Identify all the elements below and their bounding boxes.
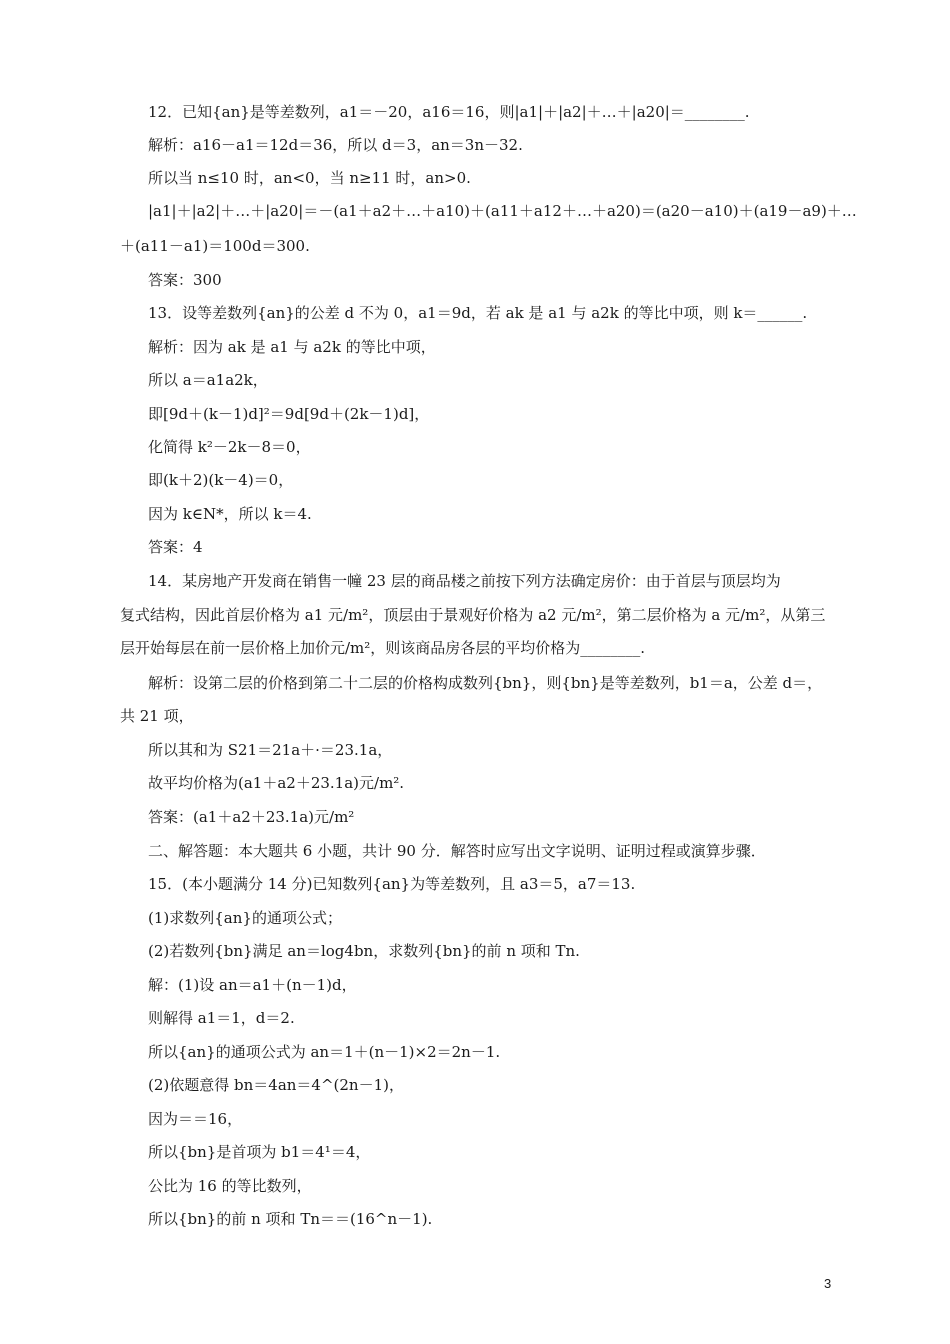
section-heading: 二、解答题：本大题共 6 小题，共计 90 分．解答时应写出文字说明、证明过程或演算步骤． <box>148 842 766 860</box>
solution-line: |a1|＋|a2|＋…＋|a20|＝－(a1＋a2＋…＋a10)＋(a11＋a12＋…＋a20)＝(a20－a10)＋(a19－a9)＋… <box>148 202 857 220</box>
solution-line: 即[9d＋(k－1)d]²＝9d[9d＋(2k－1)d]， <box>148 405 430 423</box>
solution-line: 因为＝＝16， <box>148 1110 243 1128</box>
problem-15-part1: (1)求数列{an}的通项公式； <box>148 909 342 927</box>
problem-13: 13．设等差数列{an}的公差 d 不为 0，a1＝9d，若 ak 是 a1 与 a2k 的等比中项，则 k＝______. <box>148 304 808 322</box>
problem-14: 14．某房地产开发商在销售一幢 23 层的商品楼之前按下列方法确定房价：由于首层与顶层均为 <box>148 572 781 590</box>
solution-line: 解析：设第二层的价格到第二十二层的价格构成数列{bn}，则{bn}是等差数列，b1＝a，公差 d＝， <box>148 674 823 692</box>
solution-line: ＋(a11－a1)＝100d＝300. <box>120 237 310 255</box>
page-number: 3 <box>824 1276 832 1291</box>
answer-line: 答案：4 <box>148 538 203 556</box>
problem-15-part2: (2)若数列{bn}满足 an＝log4bn，求数列{bn}的前 n 项和 Tn. <box>148 942 580 960</box>
problem-15: 15．(本小题满分 14 分)已知数列{an}为等差数列，且 a3＝5，a7＝13. <box>148 875 636 893</box>
solution-line: 故平均价格为(a1＋a2＋23.1a)元/m². <box>148 774 405 792</box>
problem-12: 12．已知{an}是等差数列，a1＝－20，a16＝16，则|a1|＋|a2|＋…＋|a20|＝________. <box>148 103 750 121</box>
solution-line: 所以{an}的通项公式为 an＝1＋(n－1)×2＝2n－1. <box>148 1043 501 1061</box>
problem-14-cont: 层开始每层在前一层价格上加价元/m²，则该商品房各层的平均价格为________. <box>120 639 646 657</box>
solution-line: 共 21 项， <box>120 707 194 725</box>
solution-line: 解：(1)设 an＝a1＋(n－1)d， <box>148 976 357 994</box>
solution-line: 则解得 a1＝1，d＝2. <box>148 1009 295 1027</box>
answer-line: 答案：300 <box>148 271 222 289</box>
solution-line: 所以当 n≤10 时，an<0，当 n≥11 时，an>0. <box>148 169 471 187</box>
solution-line: 解析：因为 ak 是 a1 与 a2k 的等比中项， <box>148 338 436 356</box>
solution-line: 因为 k∈N*，所以 k＝4. <box>148 505 312 523</box>
solution-line: (2)依题意得 bn＝4an＝4^(2n－1)， <box>148 1076 404 1094</box>
answer-line: 答案：(a1＋a2＋23.1a)元/m² <box>148 808 355 826</box>
problem-14-cont: 复式结构，因此首层价格为 a1 元/m²，顶层由于景观好价格为 a2 元/m²，第二层价格为 a 元/m²，从第三 <box>120 606 826 624</box>
solution-line: 所以其和为 S21＝21a＋·＝23.1a， <box>148 741 393 759</box>
solution-line: 解析：a16－a1＝12d＝36，所以 d＝3，an＝3n－32. <box>148 136 523 154</box>
solution-line: 所以{bn}的前 n 项和 Tn＝＝(16^n－1). <box>148 1210 433 1228</box>
solution-line: 化简得 k²－2k－8＝0， <box>148 438 311 456</box>
solution-line: 所以{bn}是首项为 b1＝4¹＝4， <box>148 1143 371 1161</box>
solution-line: 即(k＋2)(k－4)＝0， <box>148 471 294 489</box>
solution-line: 公比为 16 的等比数列， <box>148 1177 312 1195</box>
solution-line: 所以 a＝a1a2k， <box>148 371 268 389</box>
